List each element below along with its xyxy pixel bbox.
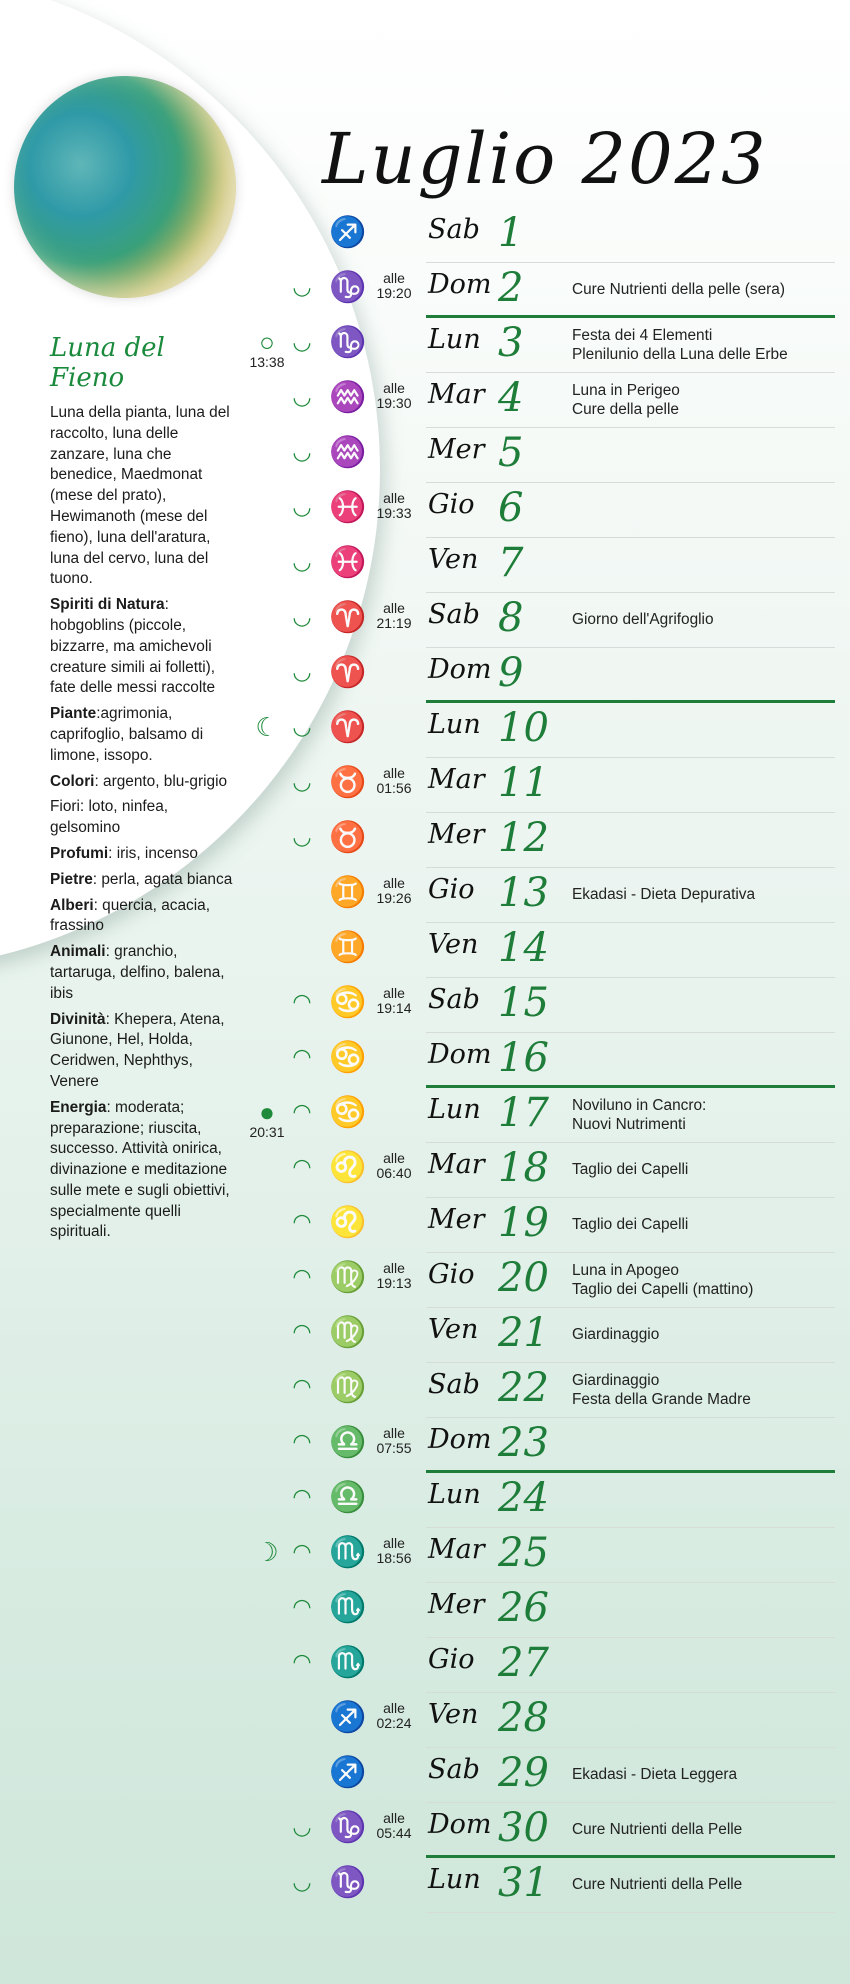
ascending-moon-icon: ◡: [292, 824, 312, 849]
zodiac-sign-icon: ♈: [329, 711, 367, 744]
day-name: Ven: [428, 1314, 479, 1345]
day-number: 6: [498, 485, 524, 531]
sign-transit-time: alle 05:44: [376, 1810, 412, 1841]
day-events: [572, 1160, 842, 1179]
zodiac-sign-icon: ♎: [329, 1481, 367, 1514]
event-line: Festa dei 4 Elementi: [572, 327, 713, 344]
lunar-phase-time: 20:31: [249, 1124, 285, 1140]
day-events: [572, 326, 842, 364]
day-events: [572, 1096, 842, 1134]
day-number: 12: [498, 815, 549, 861]
day-events: [572, 381, 842, 419]
day-name: Mar: [428, 764, 485, 795]
ascending-moon-icon: ◡: [292, 604, 312, 629]
zodiac-sign-icon: ♈: [329, 656, 367, 689]
lunar-phase-time: 13:38: [249, 354, 285, 370]
day-name: Mar: [428, 1149, 485, 1180]
zodiac-sign-icon: ♈: [329, 601, 367, 634]
day-row: [0, 1418, 850, 1473]
day-number: 30: [498, 1805, 549, 1851]
day-row: [0, 758, 850, 813]
ascending-moon-icon: ◡: [292, 714, 312, 739]
day-row: [0, 978, 850, 1033]
day-number: 24: [498, 1475, 549, 1521]
descending-moon-icon: ◠: [292, 1539, 312, 1564]
day-number: 23: [498, 1420, 549, 1466]
sidebar-paragraph-text: : Khepera, Atena, Giunone, Hel, Holda, Ceridwen, Nephthys, Venere: [50, 1010, 225, 1090]
day-number: 26: [498, 1585, 549, 1631]
day-name: Lun: [428, 709, 481, 740]
day-row: [0, 1143, 850, 1198]
day-name: Dom: [428, 1809, 492, 1840]
day-row: [0, 1528, 850, 1583]
zodiac-sign-icon: ♍: [329, 1316, 367, 1349]
descending-moon-icon: ◠: [292, 989, 312, 1014]
day-row: [0, 1033, 850, 1088]
zodiac-sign-icon: ♒: [329, 436, 367, 469]
ascending-moon-icon: ◡: [292, 1869, 312, 1894]
event-line: Giardinaggio: [572, 1372, 660, 1389]
sidebar-paragraph-label: Pietre: [50, 870, 93, 888]
event-line: Taglio dei Capelli (mattino): [572, 1281, 754, 1298]
day-number: 15: [498, 980, 549, 1026]
sign-transit-time: alle 19:20: [376, 270, 412, 301]
day-name: Mer: [428, 434, 485, 465]
zodiac-sign-icon: ♓: [329, 546, 367, 579]
event-line: Nuovi Nutrimenti: [572, 1116, 686, 1133]
page-title: Luglio 2023: [322, 118, 768, 200]
day-name: Sab: [428, 1754, 480, 1785]
sidebar-paragraph-label: Colori: [50, 772, 95, 790]
event-line: Luna in Apogeo: [572, 1262, 679, 1279]
day-row: [0, 703, 850, 758]
zodiac-sign-icon: ♎: [329, 1426, 367, 1459]
day-row: [0, 1803, 850, 1858]
sidebar-paragraph-label: Profumi: [50, 844, 109, 862]
day-name: Mer: [428, 819, 485, 850]
day-number: 4: [498, 375, 524, 421]
day-row: [0, 923, 850, 978]
day-events: [572, 1765, 842, 1784]
day-number: 17: [498, 1090, 549, 1136]
day-number: 25: [498, 1530, 549, 1576]
day-row: [0, 1858, 850, 1913]
zodiac-sign-icon: ♍: [329, 1261, 367, 1294]
sidebar-paragraph-text: :agrimonia, caprifoglio, balsamo di limone, issopo.: [50, 705, 204, 764]
descending-moon-icon: ◠: [292, 1319, 312, 1344]
zodiac-sign-icon: ♌: [329, 1206, 367, 1239]
sign-transit-time: alle 07:55: [376, 1425, 412, 1456]
day-number: 22: [498, 1365, 549, 1411]
day-events: [572, 1261, 842, 1299]
day-row: [0, 1253, 850, 1308]
day-name: Mer: [428, 1204, 485, 1235]
zodiac-sign-icon: ♑: [329, 1811, 367, 1844]
day-row: [0, 648, 850, 703]
sign-transit-time: alle 21:19: [376, 600, 412, 631]
descending-moon-icon: ◠: [292, 1649, 312, 1674]
zodiac-sign-icon: ♐: [329, 1756, 367, 1789]
day-name: Sab: [428, 1369, 480, 1400]
day-row: [0, 1693, 850, 1748]
day-number: 5: [498, 430, 524, 476]
day-number: 18: [498, 1145, 549, 1191]
day-number: 7: [498, 540, 524, 586]
ascending-moon-icon: ◡: [292, 494, 312, 519]
descending-moon-icon: ◠: [292, 1594, 312, 1619]
sign-transit-time: alle 02:24: [376, 1700, 412, 1731]
lunar-phase-icon: ☾: [255, 712, 279, 742]
sidebar-paragraph-text: : moderata; preparazione; riuscita, successo. Attività onirica, divinazione e meditazione sulle mete e sugli obiettivi, specialmente quelli spirituali.: [50, 1098, 230, 1241]
descending-moon-icon: ◠: [292, 1429, 312, 1454]
day-name: Gio: [428, 1259, 475, 1290]
day-events: [572, 1875, 842, 1894]
day-name: Sab: [428, 599, 480, 630]
zodiac-sign-icon: ♊: [329, 931, 367, 964]
sidebar-paragraph-text: : iris, incenso: [108, 844, 198, 862]
day-row: [0, 538, 850, 593]
lunar-phase-icon: ○: [259, 327, 275, 357]
day-row: [0, 868, 850, 923]
day-events: [572, 280, 842, 299]
day-row: [0, 1363, 850, 1418]
day-number: 16: [498, 1035, 549, 1081]
day-row: [0, 318, 850, 373]
day-events: [572, 885, 842, 904]
event-line: Cure Nutrienti della pelle (sera): [572, 281, 785, 298]
day-name: Dom: [428, 1039, 492, 1070]
sidebar-paragraph-label: Divinità: [50, 1010, 106, 1028]
sign-transit-time: alle 01:56: [376, 765, 412, 796]
day-number: 3: [498, 320, 524, 366]
sidebar-paragraph-text: Fiori: loto, ninfea, gelsomino: [50, 798, 169, 837]
sidebar-paragraph-text: Luna della pianta, luna del raccolto, luna delle zanzare, luna che benedice, Maedmonat (mese del prato), Hewimanoth (mese del fieno), luna dell'aratura, luna del cervo, luna del tuono.: [50, 404, 230, 588]
ascending-moon-icon: ◡: [292, 769, 312, 794]
day-name: Dom: [428, 269, 492, 300]
day-name: Gio: [428, 489, 475, 520]
event-line: Noviluno in Cancro:: [572, 1097, 707, 1114]
event-line: Festa della Grande Madre: [572, 1391, 751, 1408]
day-number: 2: [498, 265, 524, 311]
day-number: 29: [498, 1750, 549, 1796]
zodiac-sign-icon: ♐: [329, 216, 367, 249]
day-row: [0, 428, 850, 483]
ascending-moon-icon: ◡: [292, 659, 312, 684]
ascending-moon-icon: ◡: [292, 384, 312, 409]
zodiac-sign-icon: ♋: [329, 1041, 367, 1074]
day-number: 21: [498, 1310, 549, 1356]
descending-moon-icon: ◠: [292, 1484, 312, 1509]
day-name: Lun: [428, 1479, 481, 1510]
sign-transit-time: alle 19:13: [376, 1260, 412, 1291]
day-name: Ven: [428, 544, 479, 575]
event-line: Cure Nutrienti della Pelle: [572, 1821, 743, 1838]
event-line: Taglio dei Capelli: [572, 1216, 689, 1233]
sign-transit-time: alle 06:40: [376, 1150, 412, 1181]
sidebar-paragraph-label: Animali: [50, 943, 106, 961]
day-row: [0, 483, 850, 538]
sidebar-paragraph-text: : granchio, tartaruga, delfino, balena, ibis: [50, 943, 225, 1002]
day-number: 31: [498, 1860, 549, 1906]
day-row: [0, 1638, 850, 1693]
row-divider: [426, 1912, 835, 1913]
sign-transit-time: alle 19:33: [376, 490, 412, 521]
sign-transit-time: alle 19:26: [376, 875, 412, 906]
event-line: Cure Nutrienti della Pelle: [572, 1876, 743, 1893]
zodiac-sign-icon: ♑: [329, 271, 367, 304]
sign-transit-time: alle 19:14: [376, 985, 412, 1016]
zodiac-sign-icon: ♏: [329, 1646, 367, 1679]
day-row: [0, 1748, 850, 1803]
day-row: [0, 208, 850, 263]
day-events: [572, 610, 842, 629]
event-line: Cure della pelle: [572, 401, 679, 418]
day-name: Gio: [428, 1644, 475, 1675]
day-number: 20: [498, 1255, 549, 1301]
day-number: 19: [498, 1200, 549, 1246]
zodiac-sign-icon: ♍: [329, 1371, 367, 1404]
sidebar-paragraph-text: : quercia, acacia, frassino: [50, 896, 210, 935]
ascending-moon-icon: ◡: [292, 274, 312, 299]
day-row: [0, 373, 850, 428]
day-name: Lun: [428, 324, 481, 355]
day-row: [0, 1088, 850, 1143]
descending-moon-icon: ◠: [292, 1209, 312, 1234]
event-line: Giorno dell'Agrifoglio: [572, 611, 714, 628]
day-row: [0, 1583, 850, 1638]
zodiac-sign-icon: ♓: [329, 491, 367, 524]
descending-moon-icon: ◠: [292, 1099, 312, 1124]
event-line: Ekadasi - Dieta Leggera: [572, 1766, 738, 1783]
day-name: Ven: [428, 1699, 479, 1730]
ascending-moon-icon: ◡: [292, 549, 312, 574]
event-line: Taglio dei Capelli: [572, 1161, 689, 1178]
day-name: Mar: [428, 379, 485, 410]
day-row: [0, 813, 850, 868]
zodiac-sign-icon: ♑: [329, 1866, 367, 1899]
sidebar-paragraph-label: Energia: [50, 1098, 107, 1116]
sidebar-paragraph-label: Spiriti di Natura: [50, 596, 165, 614]
sidebar-paragraph-label: Piante: [50, 705, 97, 723]
sidebar-title: Luna del Fieno: [50, 333, 165, 393]
zodiac-sign-icon: ♋: [329, 1096, 367, 1129]
zodiac-sign-icon: ♑: [329, 326, 367, 359]
day-number: 27: [498, 1640, 549, 1686]
day-events: [572, 1820, 842, 1839]
zodiac-sign-icon: ♏: [329, 1536, 367, 1569]
day-number: 8: [498, 595, 524, 641]
zodiac-sign-icon: ♏: [329, 1591, 367, 1624]
sign-transit-time: alle 19:30: [376, 380, 412, 411]
day-name: Gio: [428, 874, 475, 905]
day-name: Ven: [428, 929, 479, 960]
ascending-moon-icon: ◡: [292, 1814, 312, 1839]
day-events: [572, 1215, 842, 1234]
day-row: [0, 1473, 850, 1528]
day-number: 1: [498, 210, 524, 256]
event-line: Luna in Perigeo: [572, 382, 680, 399]
day-row: [0, 593, 850, 648]
sidebar-paragraph-text: : argento, blu-grigio: [94, 772, 228, 790]
descending-moon-icon: ◠: [292, 1044, 312, 1069]
day-number: 11: [498, 760, 549, 806]
day-number: 10: [498, 705, 549, 751]
day-number: 14: [498, 925, 549, 971]
zodiac-sign-icon: ♌: [329, 1151, 367, 1184]
day-number: 13: [498, 870, 549, 916]
day-name: Mar: [428, 1534, 485, 1565]
zodiac-sign-icon: ♊: [329, 876, 367, 909]
sidebar-paragraph-label: Alberi: [50, 896, 94, 914]
day-number: 9: [498, 650, 524, 696]
descending-moon-icon: ◠: [292, 1154, 312, 1179]
day-name: Lun: [428, 1864, 481, 1895]
sign-transit-time: alle 18:56: [376, 1535, 412, 1566]
day-events: [572, 1371, 842, 1409]
day-row: [0, 1198, 850, 1253]
day-name: Dom: [428, 1424, 492, 1455]
event-line: Giardinaggio: [572, 1326, 660, 1343]
day-name: Sab: [428, 984, 480, 1015]
descending-moon-icon: ◠: [292, 1264, 312, 1289]
sidebar-paragraph-text: : perla, agata bianca: [92, 870, 233, 888]
zodiac-sign-icon: ♋: [329, 986, 367, 1019]
day-name: Mer: [428, 1589, 485, 1620]
descending-moon-icon: ◠: [292, 1374, 312, 1399]
day-name: Dom: [428, 654, 492, 685]
day-number: 28: [498, 1695, 549, 1741]
lunar-phase-icon: ●: [259, 1097, 275, 1127]
sidebar-paragraph-text: : hobgoblins (piccole, bizzarre, ma amichevoli creature simili ai folletti), fate delle messi raccolte: [50, 596, 216, 697]
event-line: Ekadasi - Dieta Depurativa: [572, 886, 756, 903]
ascending-moon-icon: ◡: [292, 439, 312, 464]
zodiac-sign-icon: ♒: [329, 381, 367, 414]
zodiac-sign-icon: ♐: [329, 1701, 367, 1734]
day-name: Sab: [428, 214, 480, 245]
zodiac-sign-icon: ♉: [329, 766, 367, 799]
ascending-moon-icon: ◡: [292, 329, 312, 354]
event-line: Plenilunio della Luna delle Erbe: [572, 346, 788, 363]
day-row: [0, 263, 850, 318]
lunar-phase-icon: ☽: [255, 1537, 279, 1567]
day-events: [572, 1325, 842, 1344]
zodiac-sign-icon: ♉: [329, 821, 367, 854]
day-name: Lun: [428, 1094, 481, 1125]
day-row: [0, 1308, 850, 1363]
